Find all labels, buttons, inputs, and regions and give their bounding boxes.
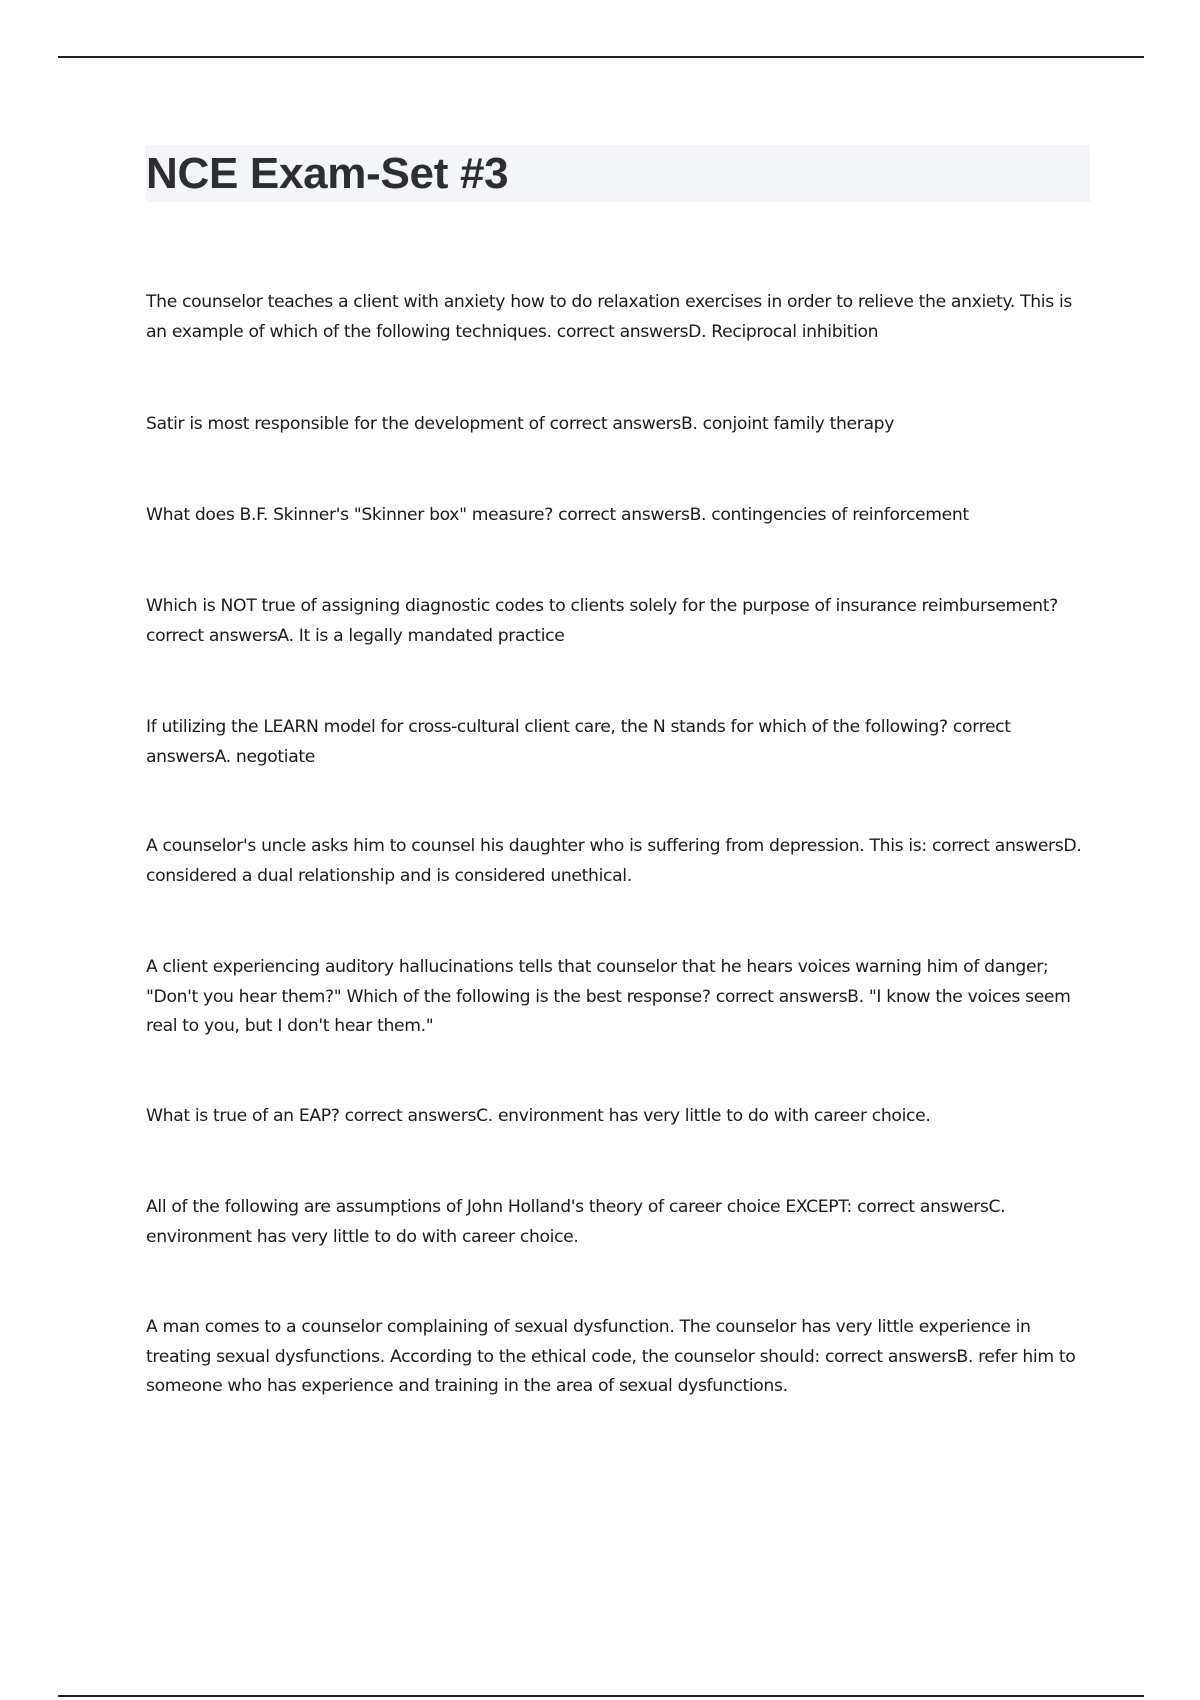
question-answer-8: What is true of an EAP? correct answersC. environment has very little to do with career choice.	[146, 1106, 931, 1126]
question-answer-4: Which is NOT true of assigning diagnostic codes to clients solely for the purpose of insurance reimbursement? correct answersA. It is a legally mandated practice	[146, 596, 1058, 646]
question-answer-10: A man comes to a counselor complaining of sexual dysfunction. The counselor has very little experience in treating sexual dysfunctions. According to the ethical code, the counselor should: correct answersB. refer him to someone who has experience and training in the area of sexual dysfunctions.	[146, 1317, 1076, 1396]
question-answer-3: What does B.F. Skinner's "Skinner box" measure? correct answersB. contingencies of reinforcement	[146, 505, 969, 525]
bottom-divider	[58, 1695, 1144, 1697]
question-answer-7: A client experiencing auditory hallucinations tells that counselor that he hears voices warning him of danger; "Don't you hear them?" Which of the following is the best response? correct answersB. "I know the voices seem real to you, but I don't hear them."	[146, 957, 1071, 1036]
question-answer-6: A counselor's uncle asks him to counsel his daughter who is suffering from depression. This is: correct answersD. considered a dual relationship and is considered unethical.	[146, 836, 1082, 886]
question-answer-2: Satir is most responsible for the development of correct answersB. conjoint family therapy	[146, 414, 895, 434]
top-divider	[58, 56, 1144, 58]
page-title: NCE Exam-Set #3	[146, 149, 509, 198]
question-answer-1: The counselor teaches a client with anxiety how to do relaxation exercises in order to relieve the anxiety. This is an example of which of the following techniques. correct answersD. Reciprocal inhibition	[146, 292, 1072, 342]
question-answer-5: If utilizing the LEARN model for cross-cultural client care, the N stands for which of the following? correct answersA. negotiate	[146, 717, 1011, 767]
question-answer-9: All of the following are assumptions of John Holland's theory of career choice EXCEPT: correct answersC. environment has very little to do with career choice.	[146, 1197, 1006, 1247]
